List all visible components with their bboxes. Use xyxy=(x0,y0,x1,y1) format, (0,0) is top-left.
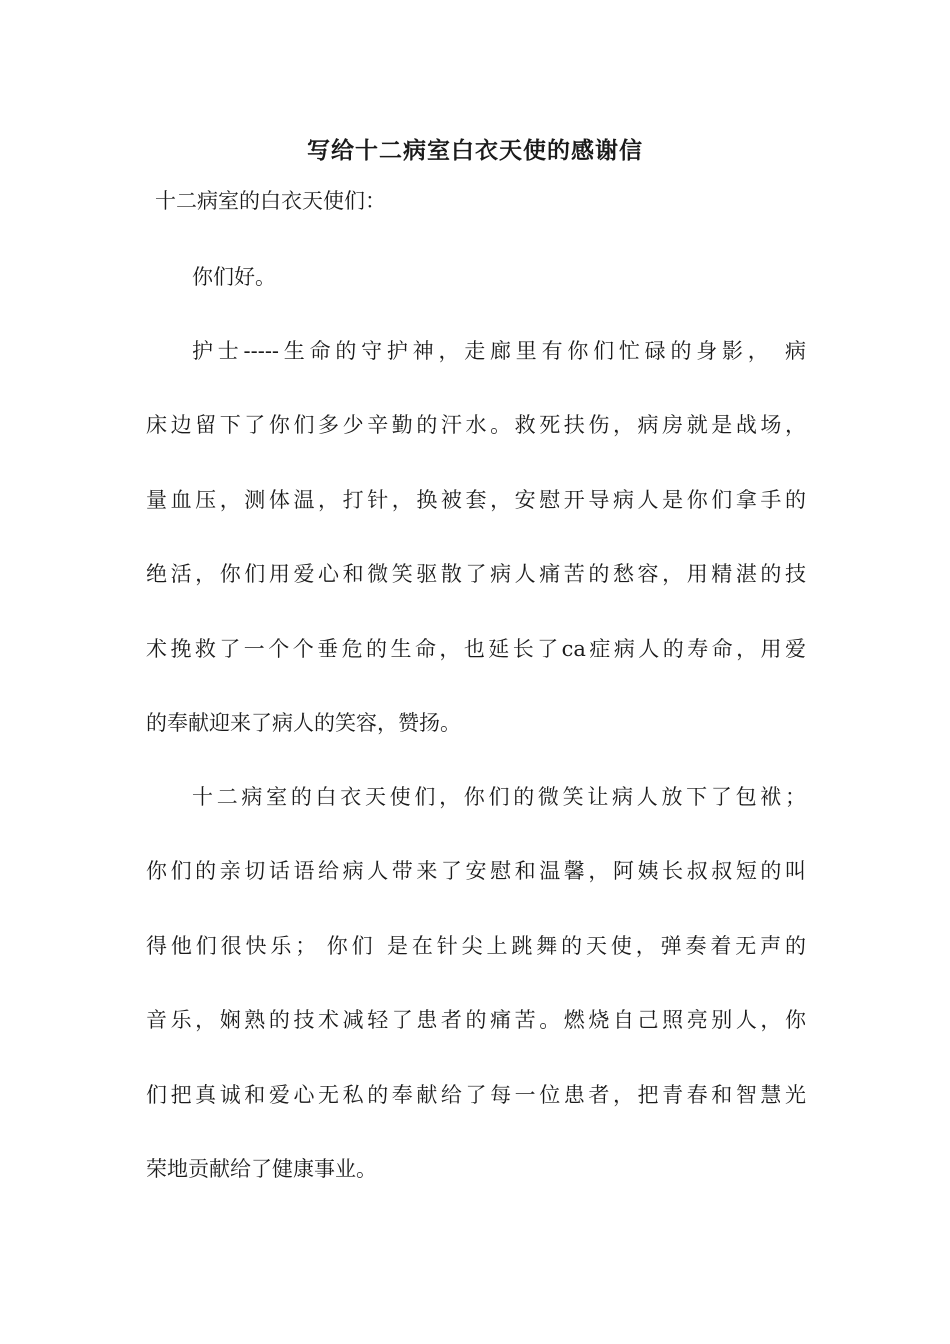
salutation: 十二病室的白衣天使们： xyxy=(155,189,386,213)
paragraph-1 xyxy=(146,336,806,782)
paragraph-line: 你们的亲切话语给病人带来了安慰和温馨，阿姨长叔叔短的叫 xyxy=(146,859,806,884)
paragraph-line: 们把真诚和爱心无私的奉献给了每一位患者，把青春和智慧光 xyxy=(146,1082,806,1107)
paragraph-line: 护士-----生命的守护神，走廊里有你们忙碌的身影， 病 xyxy=(192,339,806,363)
paragraph-line: 床边留下了你们多少辛勤的汗水。救死扶伤，病房就是战场， xyxy=(146,413,806,438)
paragraph-line: 术挽救了一个个垂危的生命，也延长了ca症病人的寿命，用爱 xyxy=(146,636,806,661)
paragraph-line: 的奉献迎来了病人的笑容，赞扬。 xyxy=(146,710,461,735)
paragraph-line: 十二病室的白衣天使们，你们的微笑让病人放下了包袱； xyxy=(192,785,806,809)
letter-title: 写给十二病室白衣天使的感谢信 xyxy=(307,137,643,164)
paragraph-line: 得他们很快乐； 你们 是在针尖上跳舞的天使，弹奏着无声的 xyxy=(146,933,806,958)
paragraph-2 xyxy=(146,782,806,1228)
paragraph-line: 音乐，娴熟的技术减轻了患者的痛苦。燃烧自己照亮别人，你 xyxy=(146,1008,806,1033)
paragraph-line: 量血压，测体温，打针，换被套，安慰开导病人是你们拿手的 xyxy=(146,487,806,512)
greeting: 你们好。 xyxy=(192,265,276,289)
paragraph-line: 荣地贡献给了健康事业。 xyxy=(146,1156,377,1181)
paragraph-line: 绝活，你们用爱心和微笑驱散了病人痛苦的愁容，用精湛的技 xyxy=(146,562,806,587)
